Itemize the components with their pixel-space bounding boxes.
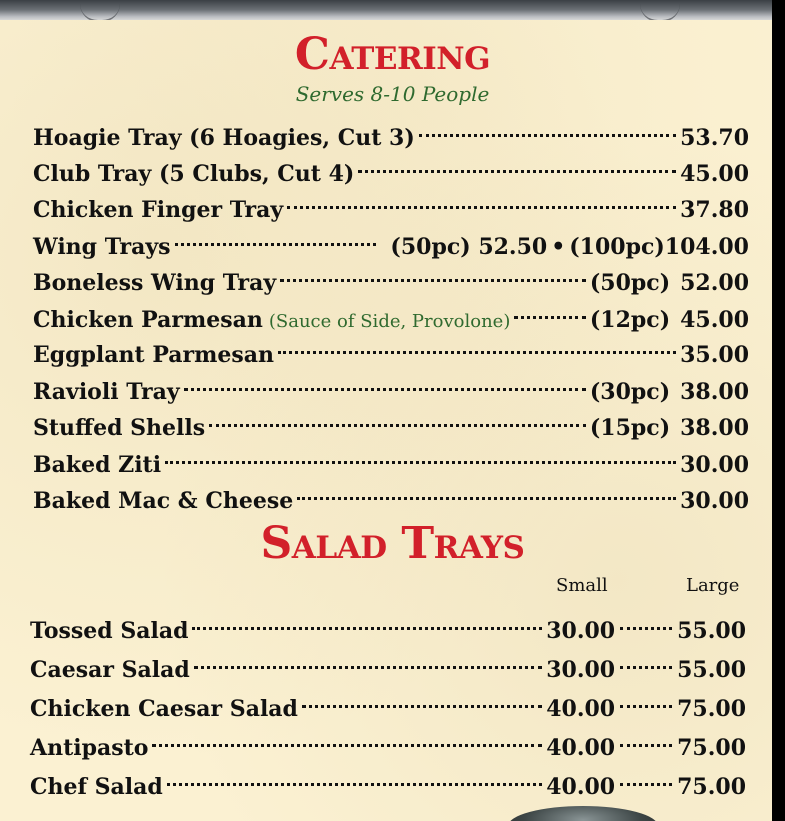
item-name: Caesar Salad [30, 657, 190, 683]
item-name: Chicken Finger Tray [33, 197, 284, 223]
menu-item-boneless-wing-tray [33, 260, 749, 296]
leader-dots [278, 332, 676, 362]
page-edge [772, 0, 785, 821]
bullet-separator: • [551, 234, 566, 260]
leader-dots [175, 224, 377, 254]
menu-item-hoagie-tray [33, 115, 749, 151]
item-name: Wing Trays [33, 234, 171, 260]
item-option: (50pc) [589, 270, 671, 296]
item-name: Baked Mac & Cheese [33, 488, 294, 514]
item-name: Antipasto [30, 735, 149, 761]
item-option: (30pc) [589, 379, 671, 405]
menu-item-ravioli-tray [33, 369, 749, 405]
menu-item-antipasto [30, 725, 746, 761]
leader-dots [194, 647, 542, 677]
item-price: 53.70 [680, 125, 749, 151]
leader-dots [287, 187, 676, 217]
header-photo-strip [0, 0, 785, 22]
item-option: (100pc) [569, 234, 665, 260]
wing-tray-options [390, 232, 749, 262]
item-price-small: 40.00 [546, 774, 616, 800]
item-name: Chicken Parmesan [33, 307, 263, 333]
leader-dots [184, 369, 586, 399]
leader-dots [280, 260, 586, 290]
item-price: 38.00 [680, 379, 749, 405]
menu-item-stuffed-shells [33, 405, 749, 441]
size-header-small: Small [556, 575, 608, 596]
item-name: Boneless Wing Tray [33, 270, 277, 296]
item-name: Ravioli Tray [33, 379, 180, 405]
item-price: 45.00 [680, 161, 749, 187]
fork-icon [80, 0, 120, 22]
item-price: 37.80 [680, 197, 749, 223]
leader-dots [302, 686, 542, 716]
leader-dots [297, 478, 676, 508]
leader-dots [167, 764, 542, 794]
leader-dots [620, 686, 672, 716]
item-name: Baked Ziti [33, 452, 162, 478]
leader-dots [620, 647, 672, 677]
leader-dots [358, 151, 676, 181]
leader-dots [620, 725, 672, 755]
item-option: (50pc) [390, 234, 471, 260]
menu-item-chicken-parmesan [33, 297, 749, 333]
menu-item-chef-salad [30, 764, 746, 800]
item-price-large: 75.00 [677, 735, 746, 761]
item-name: Chicken Caesar Salad [30, 696, 298, 722]
item-name: Eggplant Parmesan [33, 342, 275, 368]
size-header-large: Large [686, 575, 740, 596]
item-price-small: 40.00 [546, 696, 616, 722]
salad-trays-title: Salad Trays [260, 518, 525, 569]
menu-item-club-tray [33, 151, 749, 187]
item-price: 35.00 [680, 342, 749, 368]
item-price: 104.00 [664, 234, 749, 260]
item-name: Hoagie Tray (6 Hoagies, Cut 3) [33, 125, 415, 151]
item-price-large: 55.00 [677, 657, 746, 683]
leader-dots [514, 297, 586, 327]
leader-dots [620, 764, 672, 794]
item-name: Stuffed Shells [33, 415, 206, 441]
item-option: (15pc) [589, 415, 671, 441]
item-price-large: 75.00 [677, 774, 746, 800]
item-name: Club Tray (5 Clubs, Cut 4) [33, 161, 355, 187]
leader-dots [209, 405, 586, 435]
menu-item-chicken-caesar-salad [30, 686, 746, 722]
leader-dots [620, 608, 672, 638]
item-name: Chef Salad [30, 774, 163, 800]
catering-title: Catering [294, 29, 491, 80]
item-name: Tossed Salad [30, 618, 189, 644]
item-price: 45.00 [680, 307, 749, 333]
item-note: (Sauce of Side, Provolone) [268, 311, 511, 332]
leader-dots [165, 442, 676, 472]
item-price: 30.00 [680, 488, 749, 514]
catering-subtitle: Serves 8-10 People [295, 82, 490, 106]
menu-item-caesar-salad [30, 647, 746, 683]
item-price: 30.00 [680, 452, 749, 478]
menu-item-tossed-salad [30, 608, 746, 644]
leader-dots [152, 725, 542, 755]
menu-item-wing-trays [33, 224, 749, 260]
item-price: 52.00 [680, 270, 749, 296]
item-price: 52.50 [478, 234, 548, 260]
item-price-small: 30.00 [546, 657, 616, 683]
leader-dots [192, 608, 542, 638]
menu-item-baked-mac-cheese [33, 478, 749, 514]
leader-dots [419, 115, 676, 145]
item-price-small: 40.00 [546, 735, 616, 761]
item-price-large: 75.00 [677, 696, 746, 722]
item-option: (12pc) [589, 307, 671, 333]
item-price-large: 55.00 [677, 618, 746, 644]
fork-icon [640, 0, 680, 22]
item-price: 38.00 [680, 415, 749, 441]
item-price-small: 30.00 [546, 618, 616, 644]
menu-item-chicken-finger-tray [33, 187, 749, 223]
menu-item-baked-ziti [33, 442, 749, 478]
menu-item-eggplant-parmesan [33, 332, 749, 368]
